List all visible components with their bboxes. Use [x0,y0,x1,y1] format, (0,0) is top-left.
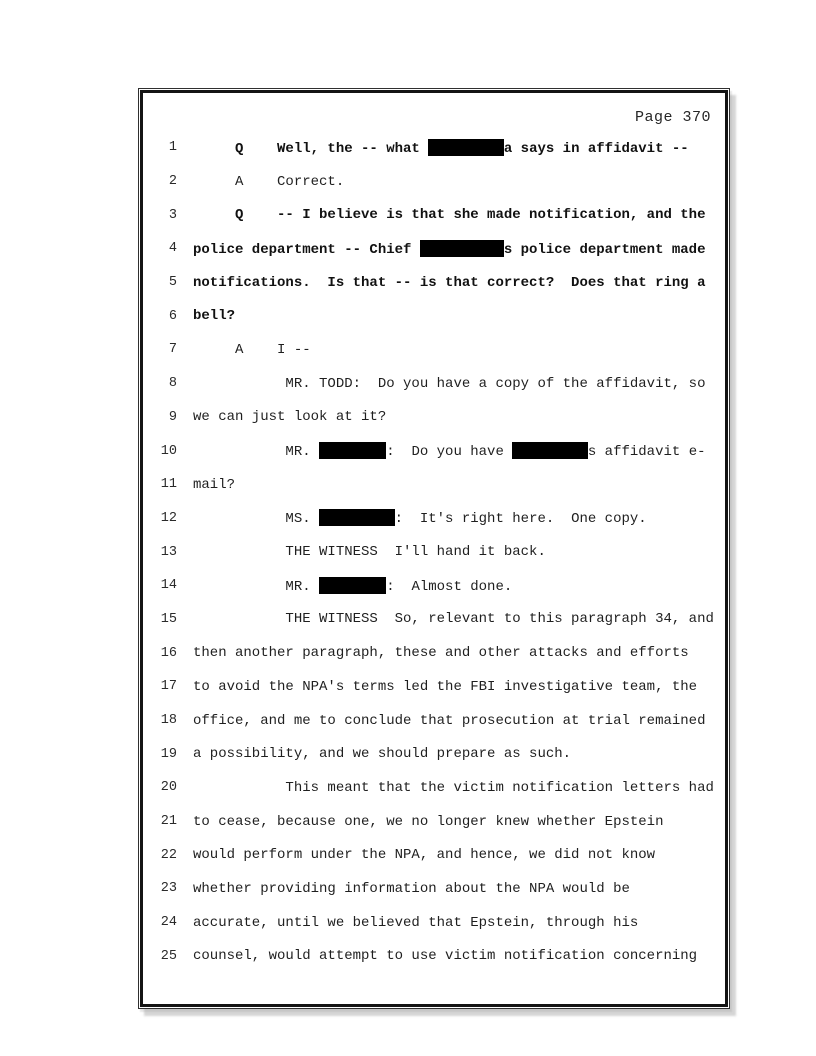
line-text: counsel, would attempt to use victim notification concerning [193,948,698,965]
line-text: This meant that the victim notification letters had [193,779,714,796]
line-number: 21 [160,814,177,830]
line-text: MR. : Do you have s affidavit e- [193,444,706,461]
document-frame [138,88,730,1009]
line-number: 14 [160,578,177,594]
line-text: notifications. Is that -- is that correct? Does that ring a [193,274,706,291]
line-number: 20 [160,780,177,796]
transcript-line [143,704,725,738]
line-number: 6 [168,308,177,324]
line-text: a possibility, and we should prepare as such. [193,746,572,763]
line-number: 4 [168,241,177,257]
line-text: A I -- [193,341,311,358]
line-number: 24 [160,915,177,931]
transcript-line [143,502,725,536]
line-text: Q Well, the -- what a says in affidavit -- [193,140,689,157]
line-number: 1 [168,140,177,156]
transcript-line [143,940,725,974]
line-number: 2 [168,174,177,190]
transcript-line [143,367,725,401]
transcript-line [143,670,725,704]
line-number: 12 [160,510,177,526]
transcript-line [143,299,725,333]
line-text: THE WITNESS So, relevant to this paragraph 34, and [193,611,714,628]
redaction-block [319,577,386,594]
line-text: mail? [193,476,236,493]
line-text: police department -- Chief s police department made [193,241,706,258]
document-frame-inner-border [140,90,728,1007]
page-number-label: Page 370 [634,109,711,126]
line-number: 7 [168,342,177,358]
redaction-block [428,139,504,156]
line-text: MR. TODD: Do you have a copy of the affidavit, so [193,375,706,392]
transcript-line [143,401,725,435]
line-text: whether providing information about the NPA would be [193,880,630,897]
transcript-line [143,906,725,940]
line-number: 16 [160,645,177,661]
line-text: would perform under the NPA, and hence, we did not know [193,847,656,864]
transcript-line [143,232,725,266]
line-text: bell? [193,308,236,325]
transcript-line [143,535,725,569]
line-text: A Correct. [193,173,345,190]
transcript-line [143,603,725,637]
line-number: 9 [168,409,177,425]
transcript-line [143,131,725,165]
transcript-line [143,872,725,906]
transcript-line [143,468,725,502]
transcript-line [143,198,725,232]
redaction-block [319,442,386,459]
redaction-block [512,442,588,459]
transcript-line [143,737,725,771]
line-number: 10 [160,443,177,459]
line-number: 8 [168,376,177,392]
line-text: to avoid the NPA's terms led the FBI investigative team, the [193,678,698,695]
transcript-line [143,636,725,670]
redaction-block [420,240,504,257]
redaction-block [319,509,395,526]
transcript-line [143,805,725,839]
transcript-line [143,838,725,872]
line-number: 11 [160,477,177,493]
line-number: 5 [168,275,177,291]
transcript-line [143,333,725,367]
line-text: accurate, until we believed that Epstein, through his [193,914,639,931]
transcript-body [143,131,725,973]
transcript-line [143,771,725,805]
transcript-line [143,165,725,199]
line-number: 19 [160,746,177,762]
line-text: to cease, because one, we no longer knew whether Epstein [193,813,664,830]
line-text: then another paragraph, these and other attacks and efforts [193,645,689,662]
line-number: 13 [160,544,177,560]
line-text: THE WITNESS I'll hand it back. [193,544,546,561]
line-number: 3 [168,207,177,223]
line-text: Q -- I believe is that she made notification, and the [193,207,706,224]
line-number: 18 [160,713,177,729]
transcript-page [143,93,725,1004]
line-number: 22 [160,847,177,863]
transcript-line [143,434,725,468]
transcript-line [143,569,725,603]
transcript-line [143,266,725,300]
line-number: 17 [160,679,177,695]
line-text: MR. : Almost done. [193,578,513,595]
line-number: 25 [160,948,177,964]
line-number: 23 [160,881,177,897]
line-text: office, and me to conclude that prosecution at trial remained [193,712,706,729]
line-number: 15 [160,611,177,627]
line-text: MS. : It's right here. One copy. [193,511,647,528]
line-text: we can just look at it? [193,409,387,426]
